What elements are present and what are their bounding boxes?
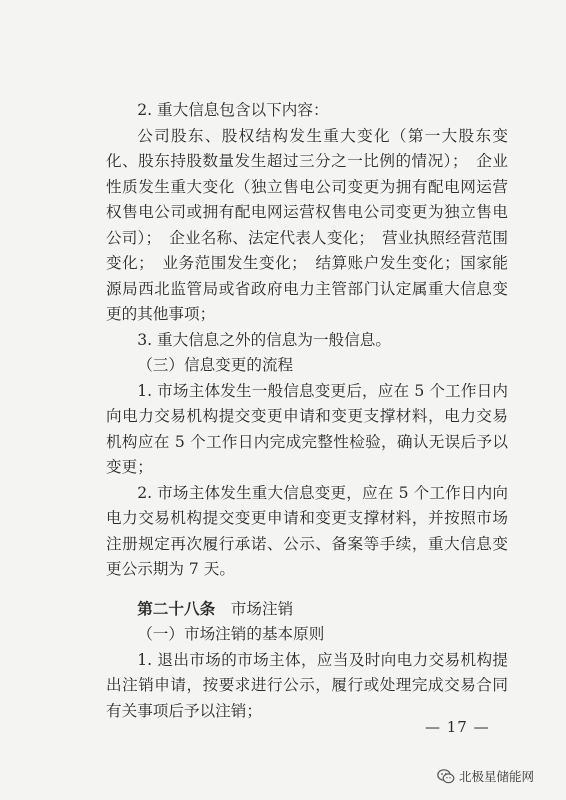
paragraph: 2. 市场主体发生重大信息变更，应在 5 个工作日内向电力交易机构提交变更申请和变更支撑材料，并按照市场注册规定再次履行承诺、公示、备案等手续，重大信息变更公示期为 7 天。 <box>106 483 508 578</box>
article-title: 市场注销 <box>230 599 294 618</box>
paragraph: 1. 退出市场的市场主体，应当及时向电力交易机构提出注销申请，按要求进行公示，履行或处理完成交易合同有关事项后予以注销； <box>106 650 508 720</box>
article-number: 第二十八条 <box>137 598 216 618</box>
section-heading: （一）市场注销的基本原则 <box>137 625 325 643</box>
body-text <box>106 98 508 724</box>
article-heading <box>106 596 508 623</box>
paragraph: 公司股东、股权结构发生重大变化（第一大股东变化、股东持股数量发生超过三分之一比例的情况）； 企业性质发生重大变化（独立售电公司变更为拥有配电网运营权售电公司或拥有配电网运营权售电公司变更为独立售电公司）； 企业名称、法定代表人变化； 营业执照经营范围变化； 业务范围发生变化； 结算账户发生变化；国家能源局西北监管局或省政府电力主管部门认定属重大信息变更的其他事项； <box>106 126 508 323</box>
watermark-text: 北极星储能网 <box>459 769 535 784</box>
paragraph: 2. 重大信息包含以下内容： <box>137 101 329 119</box>
paragraph: 3. 重大信息之外的信息为一般信息。 <box>137 330 391 349</box>
page-number: — 17 — <box>425 718 490 736</box>
wechat-logo-icon <box>437 769 455 784</box>
watermark <box>437 767 534 785</box>
paragraph: 1. 市场主体发生一般信息变更后，应在 5 个工作日内向电力交易机构提交变更申请和变更支撑材料，电力交易机构应在 5 个工作日内完成完整性检验，确认无误后予以变更； <box>106 381 508 476</box>
section-heading: （三）信息变更的流程 <box>137 356 294 374</box>
